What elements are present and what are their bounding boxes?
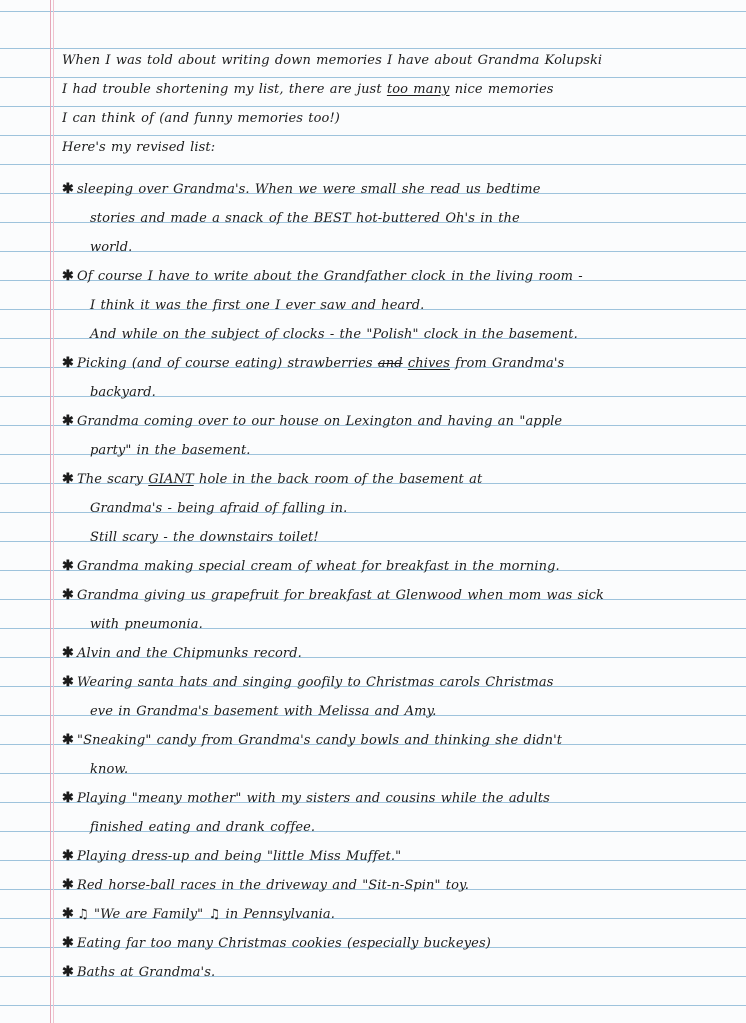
- list-item-continuation: Still scary - the downstairs toilet!: [90, 530, 319, 545]
- list-item-continuation: eve in Grandma's basement with Melissa and Amy.: [90, 704, 437, 719]
- list-item: ✱ sleeping over Grandma's. When we were small she read us bedtime: [62, 175, 742, 204]
- list-item-continuation: Grandma's - being afraid of falling in.: [90, 501, 348, 516]
- asterisk-icon: ✱: [62, 935, 74, 951]
- list-item: ✱ Eating far too many Christmas cookies (especially buckeyes): [62, 929, 742, 958]
- list-item-continuation: I think it was the first one I ever saw and heard.: [90, 298, 425, 313]
- list-item: ✱ Grandma giving us grapefruit for breakfast at Glenwood when mom was sick: [62, 581, 742, 610]
- underlined-text: chives: [407, 356, 450, 371]
- list-item-continuation: know.: [90, 762, 129, 777]
- asterisk-icon: ✱: [62, 645, 74, 661]
- list-item: ✱ Wearing santa hats and singing goofily to Christmas carols Christmas: [62, 668, 742, 697]
- asterisk-icon: ✱: [62, 471, 74, 487]
- asterisk-icon: ✱: [62, 268, 74, 284]
- asterisk-icon: ✱: [62, 790, 74, 806]
- list-item: ✱ The scary GIANT hole in the back room of the basement at: [62, 465, 742, 494]
- asterisk-icon: ✱: [62, 558, 74, 574]
- asterisk-icon: ✱: [62, 848, 74, 864]
- asterisk-icon: ✱: [62, 355, 74, 371]
- list-item-continuation: stories and made a snack of the BEST hot-buttered Oh's in the: [90, 211, 520, 226]
- list-item: ✱ Playing dress-up and being "little Miss Muffet.": [62, 842, 742, 871]
- asterisk-icon: ✱: [62, 964, 74, 980]
- crossed-out-text: and: [377, 356, 403, 371]
- list-item: ✱ Of course I have to write about the Grandfather clock in the living room -: [62, 262, 742, 291]
- asterisk-icon: ✱: [62, 906, 74, 922]
- intro-line: I can think of (and funny memories too!): [62, 111, 340, 126]
- list-item-continuation: with pneumonia.: [90, 617, 203, 632]
- margin-line: [53, 0, 54, 1023]
- list-item: ✱ ♫ "We are Family" ♫ in Pennsylvania.: [62, 900, 742, 929]
- asterisk-icon: ✱: [62, 674, 74, 690]
- underlined-text: GIANT: [148, 472, 194, 487]
- list-item: ✱ Grandma making special cream of wheat for breakfast in the morning.: [62, 552, 742, 581]
- list-item: ✱ Red horse-ball races in the driveway and "Sit-n-Spin" toy.: [62, 871, 742, 900]
- list-item: ✱ Playing "meany mother" with my sisters and cousins while the adults: [62, 784, 742, 813]
- list-item: ✱ "Sneaking" candy from Grandma's candy bowls and thinking she didn't: [62, 726, 742, 755]
- list-item: ✱ Baths at Grandma's.: [62, 958, 742, 987]
- asterisk-icon: ✱: [62, 732, 74, 748]
- list-item-continuation: And while on the subject of clocks - the "Polish" clock in the basement.: [90, 327, 578, 342]
- asterisk-icon: ✱: [62, 413, 74, 429]
- list-item: ✱ Grandma coming over to our house on Lexington and having an "apple: [62, 407, 742, 436]
- list-item: ✱ Alvin and the Chipmunks record.: [62, 639, 742, 668]
- asterisk-icon: ✱: [62, 181, 74, 197]
- list-item-continuation: finished eating and drank coffee.: [90, 820, 316, 835]
- intro-line: I had trouble shortening my list, there are just too many nice memories: [62, 82, 554, 97]
- asterisk-icon: ✱: [62, 587, 74, 603]
- intro-line: Here's my revised list:: [62, 140, 216, 155]
- list-item-continuation: party" in the basement.: [90, 443, 251, 458]
- list-item-continuation: backyard.: [90, 385, 156, 400]
- intro-line: When I was told about writing down memories I have about Grandma Kolupski: [62, 53, 603, 68]
- handwritten-letter: [62, 46, 742, 987]
- underlined-text: too many: [386, 82, 450, 97]
- margin-line: [50, 0, 51, 1023]
- list-item: ✱ Picking (and of course eating) strawberries and chives from Grandma's: [62, 349, 742, 378]
- list-item-continuation: world.: [90, 240, 133, 255]
- asterisk-icon: ✱: [62, 877, 74, 893]
